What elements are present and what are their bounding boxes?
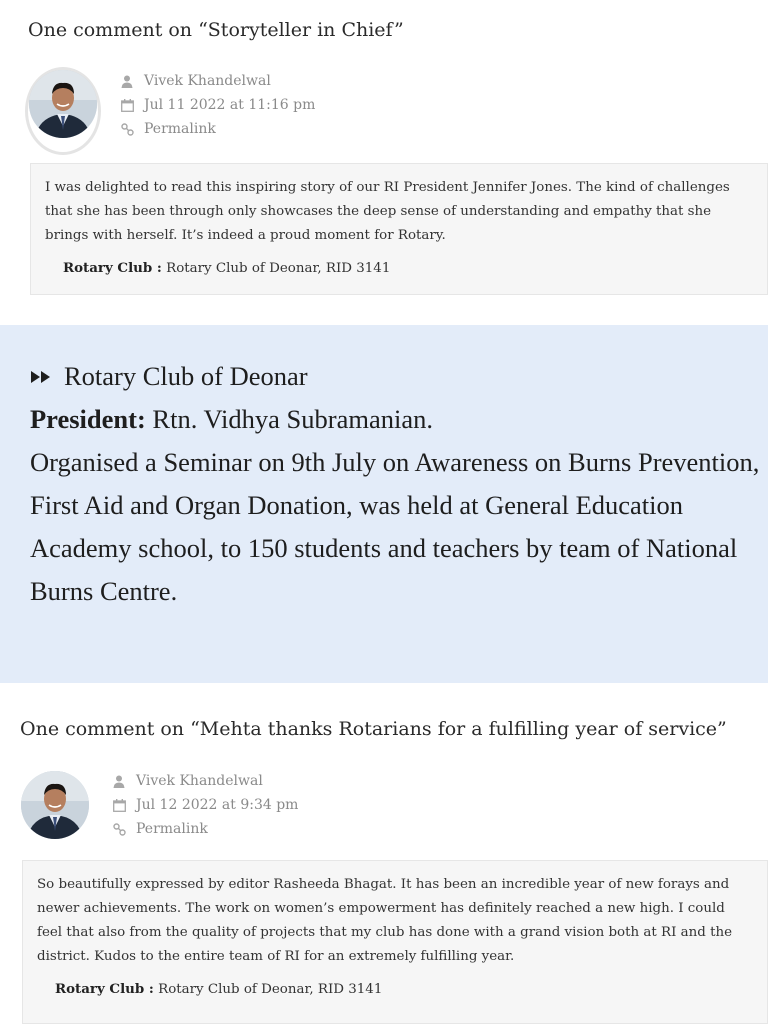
user-icon (113, 775, 131, 788)
club-news-banner (0, 325, 768, 683)
user-icon (121, 75, 139, 88)
club-line (37, 981, 753, 997)
meta-author-row (121, 69, 315, 93)
comment-section-1 (0, 0, 768, 300)
banner-president-name: Rtn. Vidhya Subramanian. (152, 404, 433, 434)
banner-body: Organised a Seminar on 9th July on Awareness on Burns Prevention, First Aid and Organ Donation, was held at General Education Academy school, to 150 students and teachers by team of National Burns Centre. (30, 447, 760, 606)
banner-club-row (30, 355, 760, 398)
avatar-photo (21, 771, 89, 839)
meta-date-row (121, 93, 315, 117)
banner-text (30, 355, 760, 613)
club-label: Rotary Club : (55, 981, 154, 997)
permalink-link[interactable]: Permalink (136, 821, 208, 837)
meta-date-row (113, 793, 298, 817)
comment-body-box (30, 163, 768, 295)
calendar-icon (121, 99, 139, 112)
comment-text: I was delighted to read this inspiring story of our RI President Jennifer Jones. The kind of challenges that she has been through only showcases the deep sense of understanding and empathy that she brings with herself. It’s indeed a proud moment for Rotary. (45, 180, 730, 243)
calendar-icon (113, 799, 131, 812)
club-value: Rotary Club of Deonar, RID 3141 (166, 261, 391, 276)
double-arrow-icon (30, 369, 52, 385)
meta-author-row (113, 769, 298, 793)
comment-text: So beautifully expressed by editor Rasheeda Bhagat. It has been an incredible year of new forays and newer achievements. The work on women’s empowerment has definitely reached a new high. I could feel that also from the quality of projects that my club has done with a grand vision both at RI and the district. Kudos to the entire team of RI for an extremely fulfilling year. (37, 877, 732, 964)
comment-meta (121, 69, 315, 141)
permalink-link[interactable]: Permalink (144, 121, 216, 137)
club-label: Rotary Club : (63, 260, 162, 276)
comment-date: Jul 11 2022 at 11:16 pm (144, 97, 316, 113)
avatar-photo (29, 70, 97, 138)
banner-club-name: Rotary Club of Deonar (64, 361, 308, 391)
comment-heading: One comment on “Mehta thanks Rotarians for a fulfilling year of service” (20, 718, 727, 740)
avatar[interactable] (29, 70, 97, 138)
comment-heading: One comment on “Storyteller in Chief” (28, 19, 404, 41)
club-value: Rotary Club of Deonar, RID 3141 (158, 982, 383, 997)
comment-date: Jul 12 2022 at 9:34 pm (136, 797, 299, 813)
club-line (45, 260, 753, 276)
link-icon (121, 123, 139, 136)
comment-section-2 (0, 700, 768, 1024)
link-icon (113, 823, 131, 836)
banner-president-row (30, 398, 760, 441)
comment-author[interactable]: Vivek Khandelwal (144, 73, 271, 89)
meta-permalink-row (113, 817, 298, 841)
comment-body-box (22, 860, 768, 1024)
avatar[interactable] (21, 771, 89, 839)
banner-president-label: President: (30, 404, 146, 434)
comment-meta (113, 769, 298, 841)
meta-permalink-row (121, 117, 315, 141)
comment-author[interactable]: Vivek Khandelwal (136, 773, 263, 789)
